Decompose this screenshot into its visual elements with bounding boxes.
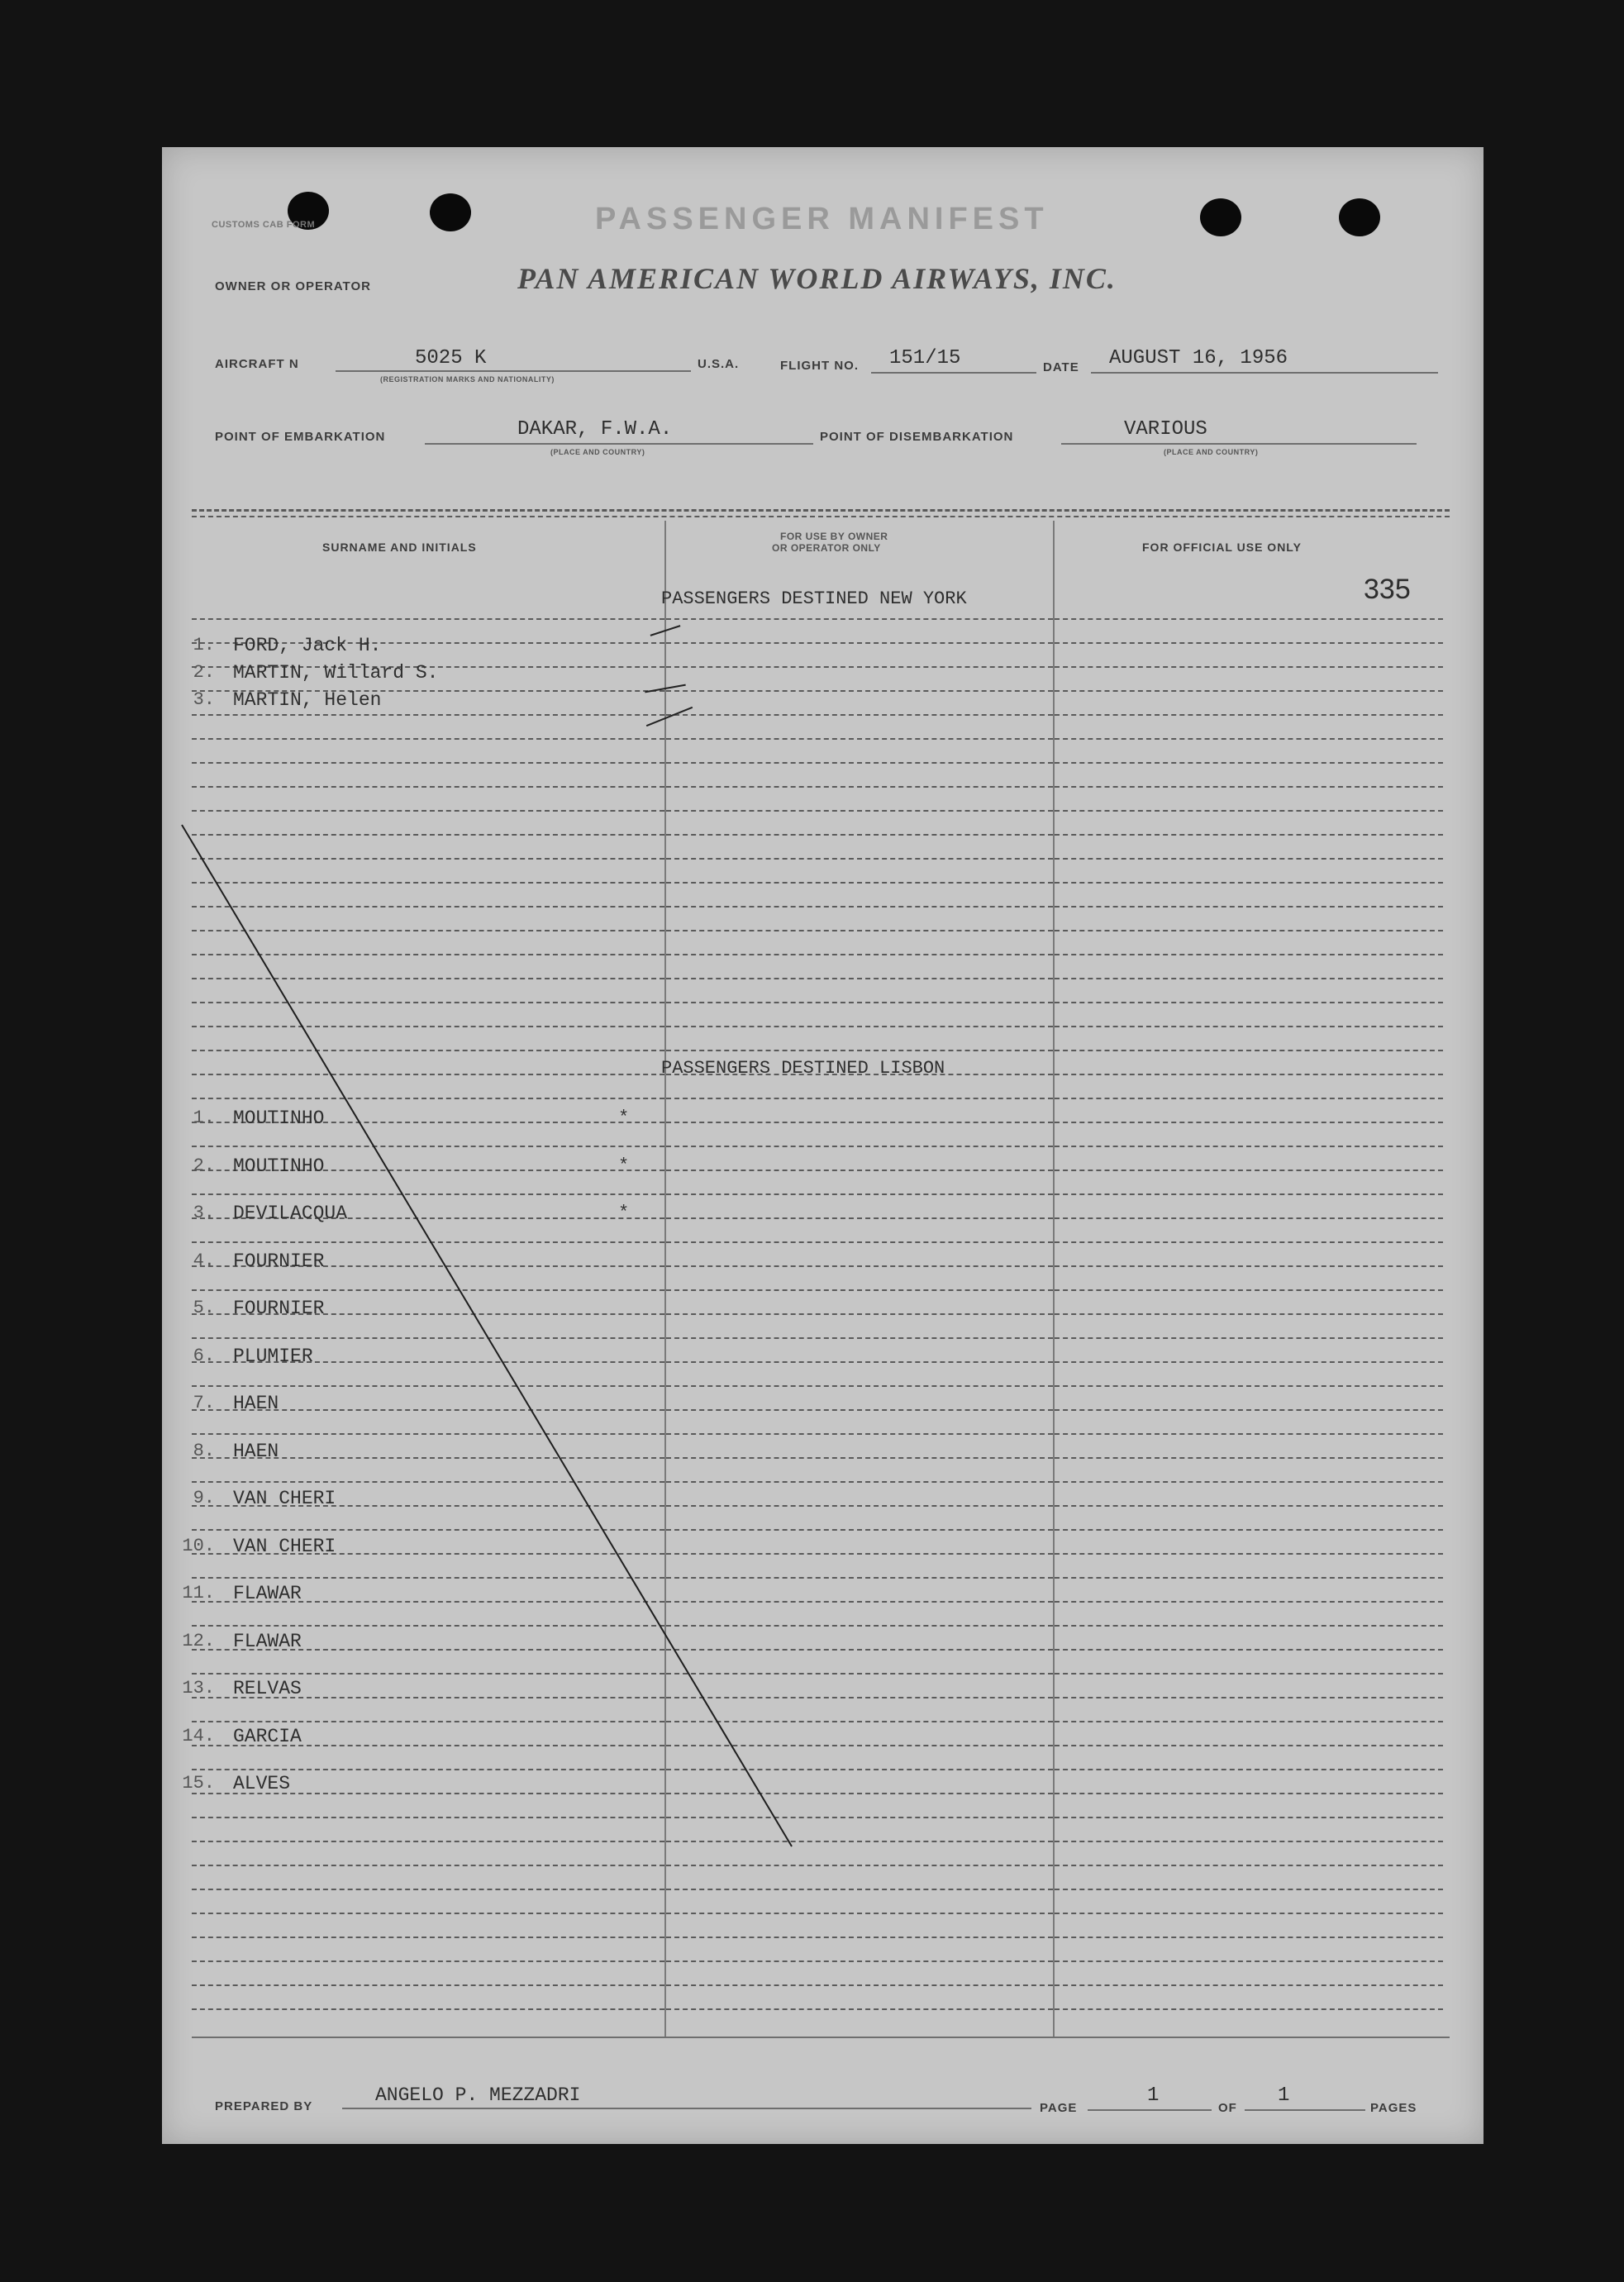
- passenger-name: RELVAS: [233, 1678, 302, 1699]
- owner-use-heading-2: OR OPERATOR ONLY: [772, 542, 881, 554]
- aircraft-value: 5025 K: [415, 347, 487, 369]
- date-label: DATE: [1043, 360, 1079, 374]
- passenger-name: FLAWAR: [233, 1583, 302, 1604]
- aircraft-label: AIRCRAFT N: [215, 357, 299, 371]
- passenger-number: 2.: [193, 662, 215, 683]
- flight-value: 151/15: [889, 347, 961, 369]
- pages-label: PAGES: [1370, 2101, 1417, 2115]
- footer-rule: [192, 2037, 1450, 2038]
- owner-use-heading-1: FOR USE BY OWNER: [780, 531, 888, 542]
- new-york-group-heading: PASSENGERS DESTINED NEW YORK: [661, 588, 967, 609]
- passenger-mark: *: [618, 1108, 630, 1128]
- page-label: PAGE: [1040, 2101, 1078, 2115]
- registration-caption: (REGISTRATION MARKS AND NATIONALITY): [380, 375, 555, 384]
- passenger-number: 6.: [193, 1345, 215, 1366]
- passenger-number: 15.: [182, 1773, 215, 1794]
- passenger-name: PLUMIER: [233, 1345, 313, 1367]
- passenger-number: 12.: [182, 1630, 215, 1651]
- passenger-number: 1.: [193, 1108, 215, 1128]
- passenger-name: DEVILACQUA: [233, 1203, 348, 1224]
- passenger-number: 3.: [193, 1203, 215, 1223]
- manifest-page: [162, 147, 1484, 2144]
- prepared-by-value: ANGELO P. MEZZADRI: [375, 2084, 581, 2106]
- diagonal-strike-line: [162, 147, 1484, 2144]
- passenger-name: MARTIN, Willard S.: [233, 662, 439, 684]
- passenger-number: 3.: [193, 689, 215, 710]
- passenger-name: VAN CHERI: [233, 1488, 336, 1509]
- prepared-underline: [342, 2108, 1031, 2109]
- embarkation-label: POINT OF EMBARKATION: [215, 430, 386, 444]
- date-value: AUGUST 16, 1956: [1109, 347, 1288, 369]
- passenger-name: MOUTINHO: [233, 1155, 325, 1177]
- lisbon-group-heading: PASSENGERS DESTINED LISBON: [661, 1058, 945, 1079]
- passenger-name: HAEN: [233, 1440, 279, 1462]
- passenger-number: 1.: [193, 635, 215, 655]
- disembarkation-label: POINT OF DISEMBARKATION: [820, 430, 1014, 444]
- flight-label: FLIGHT NO.: [780, 359, 859, 373]
- page-value: 1: [1147, 2084, 1160, 2107]
- of-label: OF: [1218, 2101, 1237, 2115]
- disembarkation-value: VARIOUS: [1124, 418, 1207, 441]
- passenger-name: MARTIN, Helen: [233, 689, 382, 711]
- passenger-name: GARCIA: [233, 1725, 302, 1747]
- passenger-name: ALVES: [233, 1773, 291, 1794]
- owner-label: OWNER OR OPERATOR: [215, 279, 371, 293]
- of-value: 1: [1278, 2084, 1290, 2107]
- passenger-number: 10.: [182, 1535, 215, 1556]
- passenger-name: FLAWAR: [233, 1630, 302, 1652]
- embark-place-caption: (PLACE AND COUNTRY): [550, 448, 645, 456]
- form-title: PASSENGER MANIFEST: [595, 202, 1049, 236]
- passenger-number: 11.: [182, 1583, 215, 1603]
- disembark-place-caption: (PLACE AND COUNTRY): [1164, 448, 1259, 456]
- passenger-number: 4.: [193, 1250, 215, 1271]
- passenger-number: 13.: [182, 1678, 215, 1698]
- company-name: PAN AMERICAN WORLD AIRWAYS, INC.: [517, 262, 1117, 295]
- passenger-number: 7.: [193, 1393, 215, 1413]
- official-use-heading: FOR OFFICIAL USE ONLY: [1142, 541, 1302, 554]
- passenger-mark: *: [618, 1203, 630, 1223]
- prepared-by-label: PREPARED BY: [215, 2099, 313, 2113]
- form-code: CUSTOMS CAB FORM: [212, 220, 316, 230]
- passenger-number: 5.: [193, 1298, 215, 1318]
- official-number: 335: [1364, 574, 1411, 605]
- passenger-number: 14.: [182, 1725, 215, 1746]
- passenger-name: MOUTINHO: [233, 1108, 325, 1129]
- passenger-name: FORD, Jack H.: [233, 635, 382, 656]
- page-underline: [1088, 2109, 1212, 2111]
- of-underline: [1245, 2109, 1365, 2111]
- passenger-name: FOURNIER: [233, 1298, 325, 1319]
- passenger-number: 8.: [193, 1440, 215, 1461]
- passenger-name: VAN CHERI: [233, 1535, 336, 1557]
- passenger-mark: *: [618, 1155, 630, 1176]
- passenger-number: 2.: [193, 1155, 215, 1176]
- passenger-number: 9.: [193, 1488, 215, 1508]
- surname-column-heading: SURNAME AND INITIALS: [322, 541, 477, 554]
- usa-label: U.S.A.: [698, 357, 740, 371]
- passenger-name: FOURNIER: [233, 1250, 325, 1272]
- embarkation-value: DAKAR, F.W.A.: [517, 418, 673, 441]
- passenger-name: HAEN: [233, 1393, 279, 1414]
